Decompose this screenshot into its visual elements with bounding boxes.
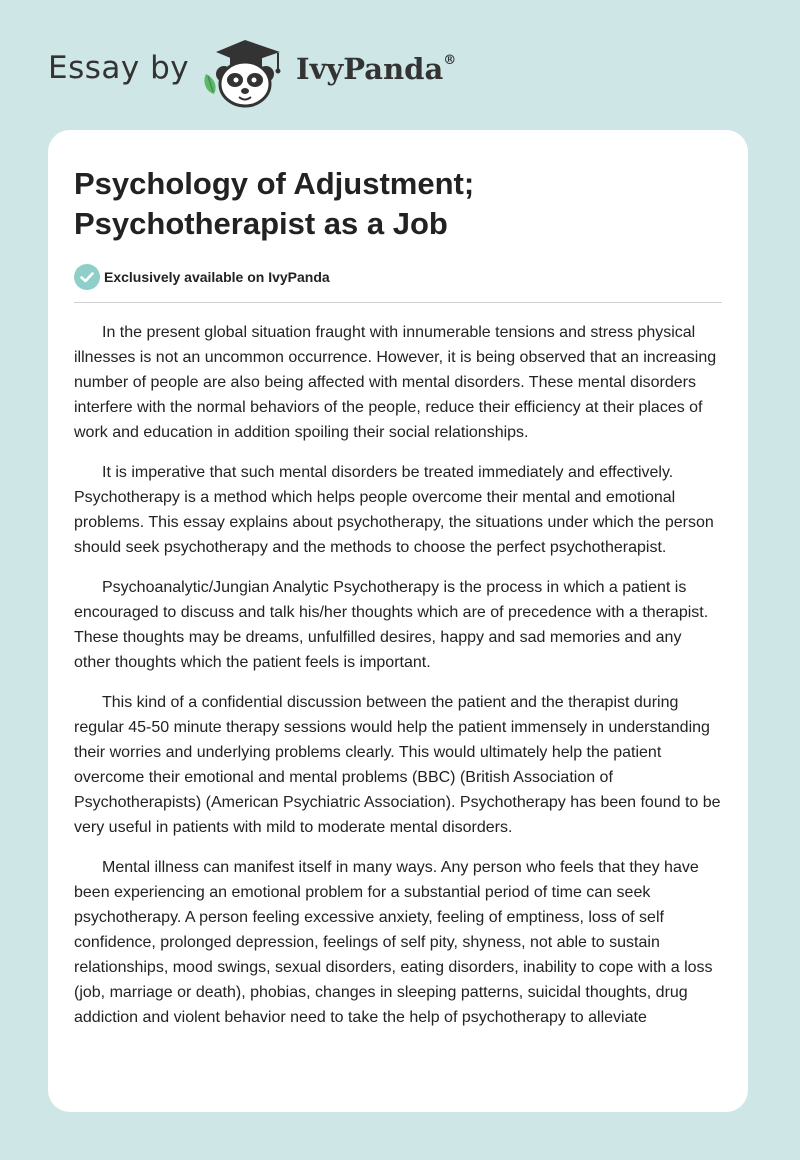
essay-card	[48, 130, 748, 1112]
essay-by-label: Essay by	[48, 50, 190, 86]
essay-title: Psychology of Adjustment; Psychotherapist as a Job	[74, 166, 475, 241]
essay-paragraph: In the present global situation fraught with innumerable tensions and stress physical illnesses is not an uncommon occurrence. However, it is being observed that an increasing number of people are also being affected with mental disorders. These mental disorders interfere with the normal behaviors of the people, reduce their efficiency at their places of work and education in addition spoiling their social relationships.	[74, 324, 717, 441]
essay-body	[74, 320, 722, 1045]
exclusive-badge-label: Exclusively available on IvyPanda	[104, 269, 330, 285]
site-header	[0, 0, 800, 130]
title-divider	[74, 302, 722, 303]
exclusive-badge	[74, 264, 330, 290]
brand-name-text: IvyPanda	[296, 52, 444, 86]
essay-paragraph: Mental illness can manifest itself in many ways. Any person who feels that they have been experiencing an emotional problem for a substantial period of time can seek psychotherapy. A person feeling excessive anxiety, feeling of emptiness, loss of self confidence, prolonged depression, feelings of self pity, shyness, not able to sustain relationships, mood swings, sexual disorders, eating disorders, inability to cope with a loss (job, marriage or death), phobias, changes in sleeping patterns, suicidal thoughts, drug addiction and violent behavior need to take the help of psychotherapy to alleviate	[74, 859, 713, 1026]
essay-paragraph: It is imperative that such mental disorders be treated immediately and effectively. Psychotherapy is a method which helps people overcome their mental and emotional problems. This essay explains about psychotherapy, the situations under which the person should seek psychotherapy and the methods to choose the perfect psychotherapist.	[74, 464, 714, 556]
ivypanda-wordmark[interactable]	[296, 52, 456, 86]
panda-logo-icon[interactable]	[200, 34, 290, 108]
trademark-symbol: ®	[443, 53, 457, 69]
essay-paragraph: Psychoanalytic/Jungian Analytic Psychotherapy is the process in which a patient is encouraged to discuss and talk his/her thoughts which are of precedence with a therapist. These thoughts may be dreams, unfulfilled desires, happy and sad memories and any other thoughts which the patient feels is important.	[74, 579, 709, 671]
essay-paragraph: This kind of a confidential discussion between the patient and the therapist during regular 45-50 minute therapy sessions would help the patient immensely in understanding their worries and underlying problems clearly. This would ultimately help the patient overcome their emotional and mental problems (BBC) (British Association of Psychotherapists) (American Psychiatric Association). Psychotherapy has been found to be very useful in patients with mild to moderate mental disorders.	[74, 694, 721, 836]
check-circle-icon	[74, 264, 100, 290]
